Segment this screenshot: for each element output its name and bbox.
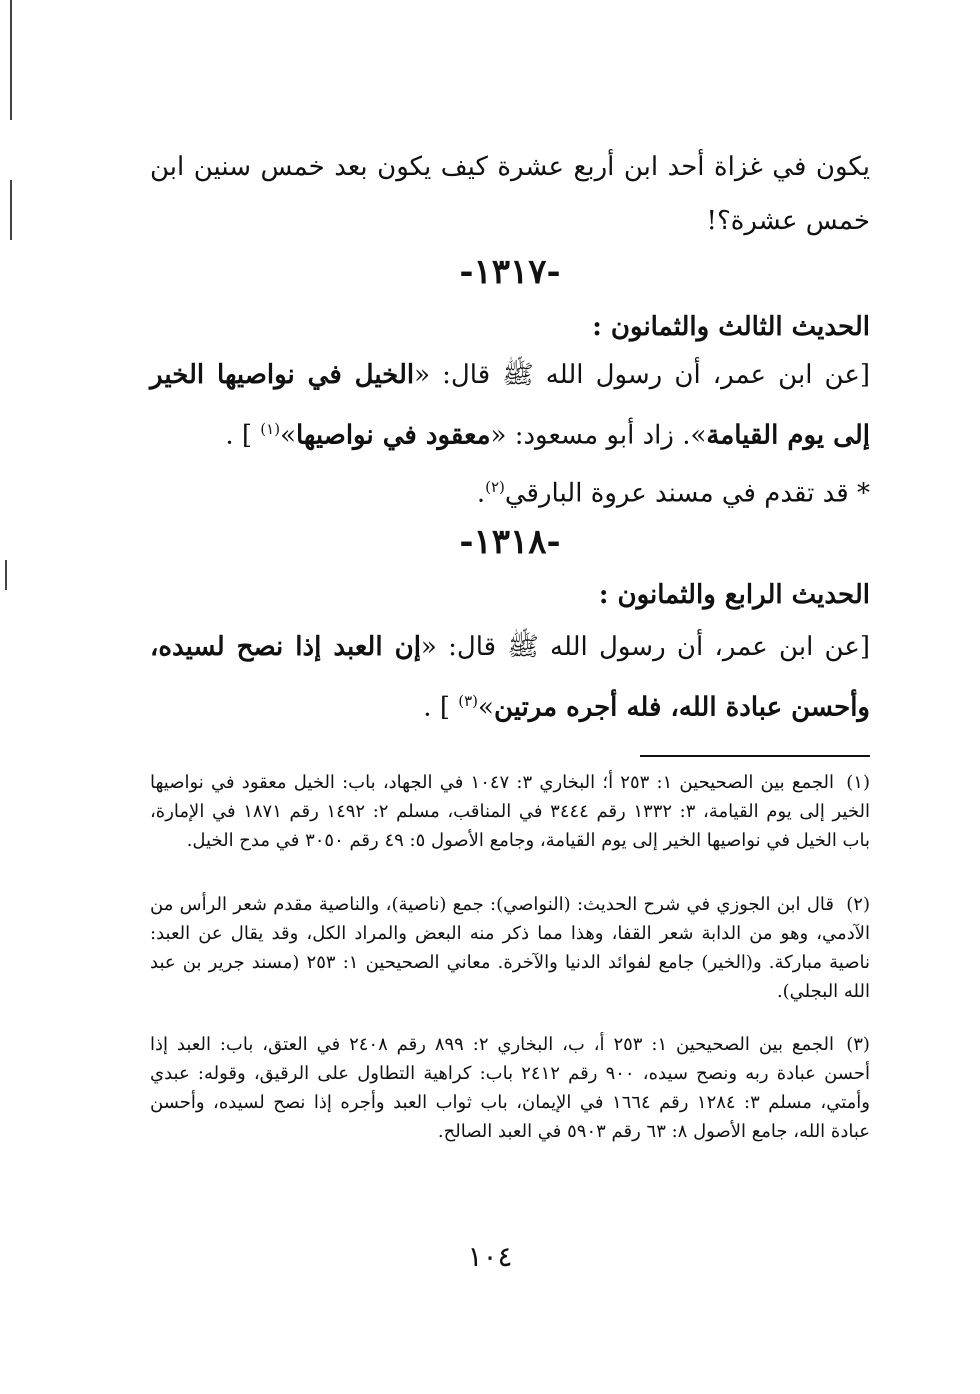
hadith-heading-83: الحديث الثالث والثمانون :	[592, 312, 870, 342]
page-number: ١٠٤	[467, 1240, 513, 1273]
hadith-intro: [عن ابن عمر، أن رسول الله ﷺ قال: «	[420, 632, 871, 662]
footnote-ref-2: (٢)	[485, 478, 505, 496]
scan-margin-line	[5, 560, 7, 590]
hadith-intro: [عن ابن عمر، أن رسول الله ﷺ قال: «	[414, 360, 870, 390]
hadith-number-1318: -١٣١٨-	[459, 522, 561, 562]
footnote-number: (١)	[846, 772, 870, 793]
quote-close: »	[280, 420, 296, 451]
quote-close: »	[478, 692, 494, 723]
hadith-text-1318	[150, 620, 870, 735]
footnote-ref-3: (٣)	[458, 692, 479, 710]
footnote-text: الجمع بين الصحيحين ١: ٢٥٣ أ؛ البخاري ٣: ١٠٤٧ في الجهاد، باب: الخيل معقود في نواصيها الخير إلى يوم القيامة، ٣: ١٣٣٢ رقم ٣٤٤٤ في المناقب، مسلم ٢: ١٤٩٢ رقم ١٨٧١ في الإمارة، باب الخيل في نواصيها الخير إلى يوم القيامة، وجامع الأصول ٥: ٤٩ رقم ٣٠٥٠ في مدح الخيل.	[150, 772, 870, 851]
hadith-quote: إن العبد إذا نصح لسيده، وأحسن عبادة الله، فله أجره مرتين	[150, 632, 870, 723]
cross-reference-note	[150, 460, 870, 521]
footnote-text: الجمع بين الصحيحين ١: ٢٥٣ أ، ب، البخاري ٢: ٨٩٩ رقم ٢٤٠٨ في العتق، باب: العبد إذا أحسن عبادة ربه ونصح سيده، ٩٠٠ رقم ٢٤١٢ باب: كراهية التطاول على الرقيق، وقوله: عبدي وأمتي، مسلم ٣: ١٢٨٤ رقم ١٦٦٤ في الإيمان، باب ثواب العبد وأجره إذا نصح لسيده، وأحسن عبادة الله، جامع الأصول ٨: ٦٣ رقم ٥٩٠٣ في العبد الصالح.	[150, 1034, 870, 1142]
bracket-close: ] .	[225, 420, 261, 451]
footnote-number: (٣)	[846, 1034, 870, 1055]
cross-reference-end: .	[476, 478, 486, 509]
cross-reference-text: * قد تقدم في مسند عروة البارقي	[504, 478, 870, 509]
hadith-quote-addition: معقود في نواصيها	[295, 420, 491, 451]
top-paragraph: يكون في غزاة أحد ابن أربع عشرة كيف يكون بعد خمس سنين ابن خمس عشرة؟!	[150, 152, 870, 236]
footnote-text: قال ابن الجوزي في شرح الحديث: (النواصي): جمع (ناصية)، والناصية مقدم شعر الرأس من الآدمي، وهو من الدابة شعر القفا، وهذا مما ذكر منه البعض والمراد الكل، وقد يقال عن العبد: ناصية مباركة. و(الخير) جامع لفوائد الدنيا والآخرة. معاني الصحيحين ١: ٢٥٣ (مسند جرير بن عبد الله البجلي).	[150, 894, 870, 1002]
footnote-ref-1: (١)	[260, 420, 281, 438]
hadith-number-1317: -١٣١٧-	[459, 252, 561, 292]
footnote-number: (٢)	[846, 894, 870, 915]
hadith-text-1317	[150, 348, 870, 463]
hadith-quote: الخيل في نواصيها الخير إلى يوم القيامة	[150, 360, 870, 451]
footnote-1	[150, 768, 870, 855]
hadith-addition: ». زاد أبو مسعود: «	[490, 420, 707, 451]
footnote-2	[150, 890, 870, 1006]
bracket-close: ] .	[423, 692, 459, 723]
footnote-3	[150, 1030, 870, 1146]
scan-margin-line	[10, 0, 12, 120]
scan-margin-line	[10, 180, 12, 240]
hadith-heading-84: الحديث الرابع والثمانون :	[598, 580, 870, 610]
footnote-separator	[640, 755, 870, 757]
